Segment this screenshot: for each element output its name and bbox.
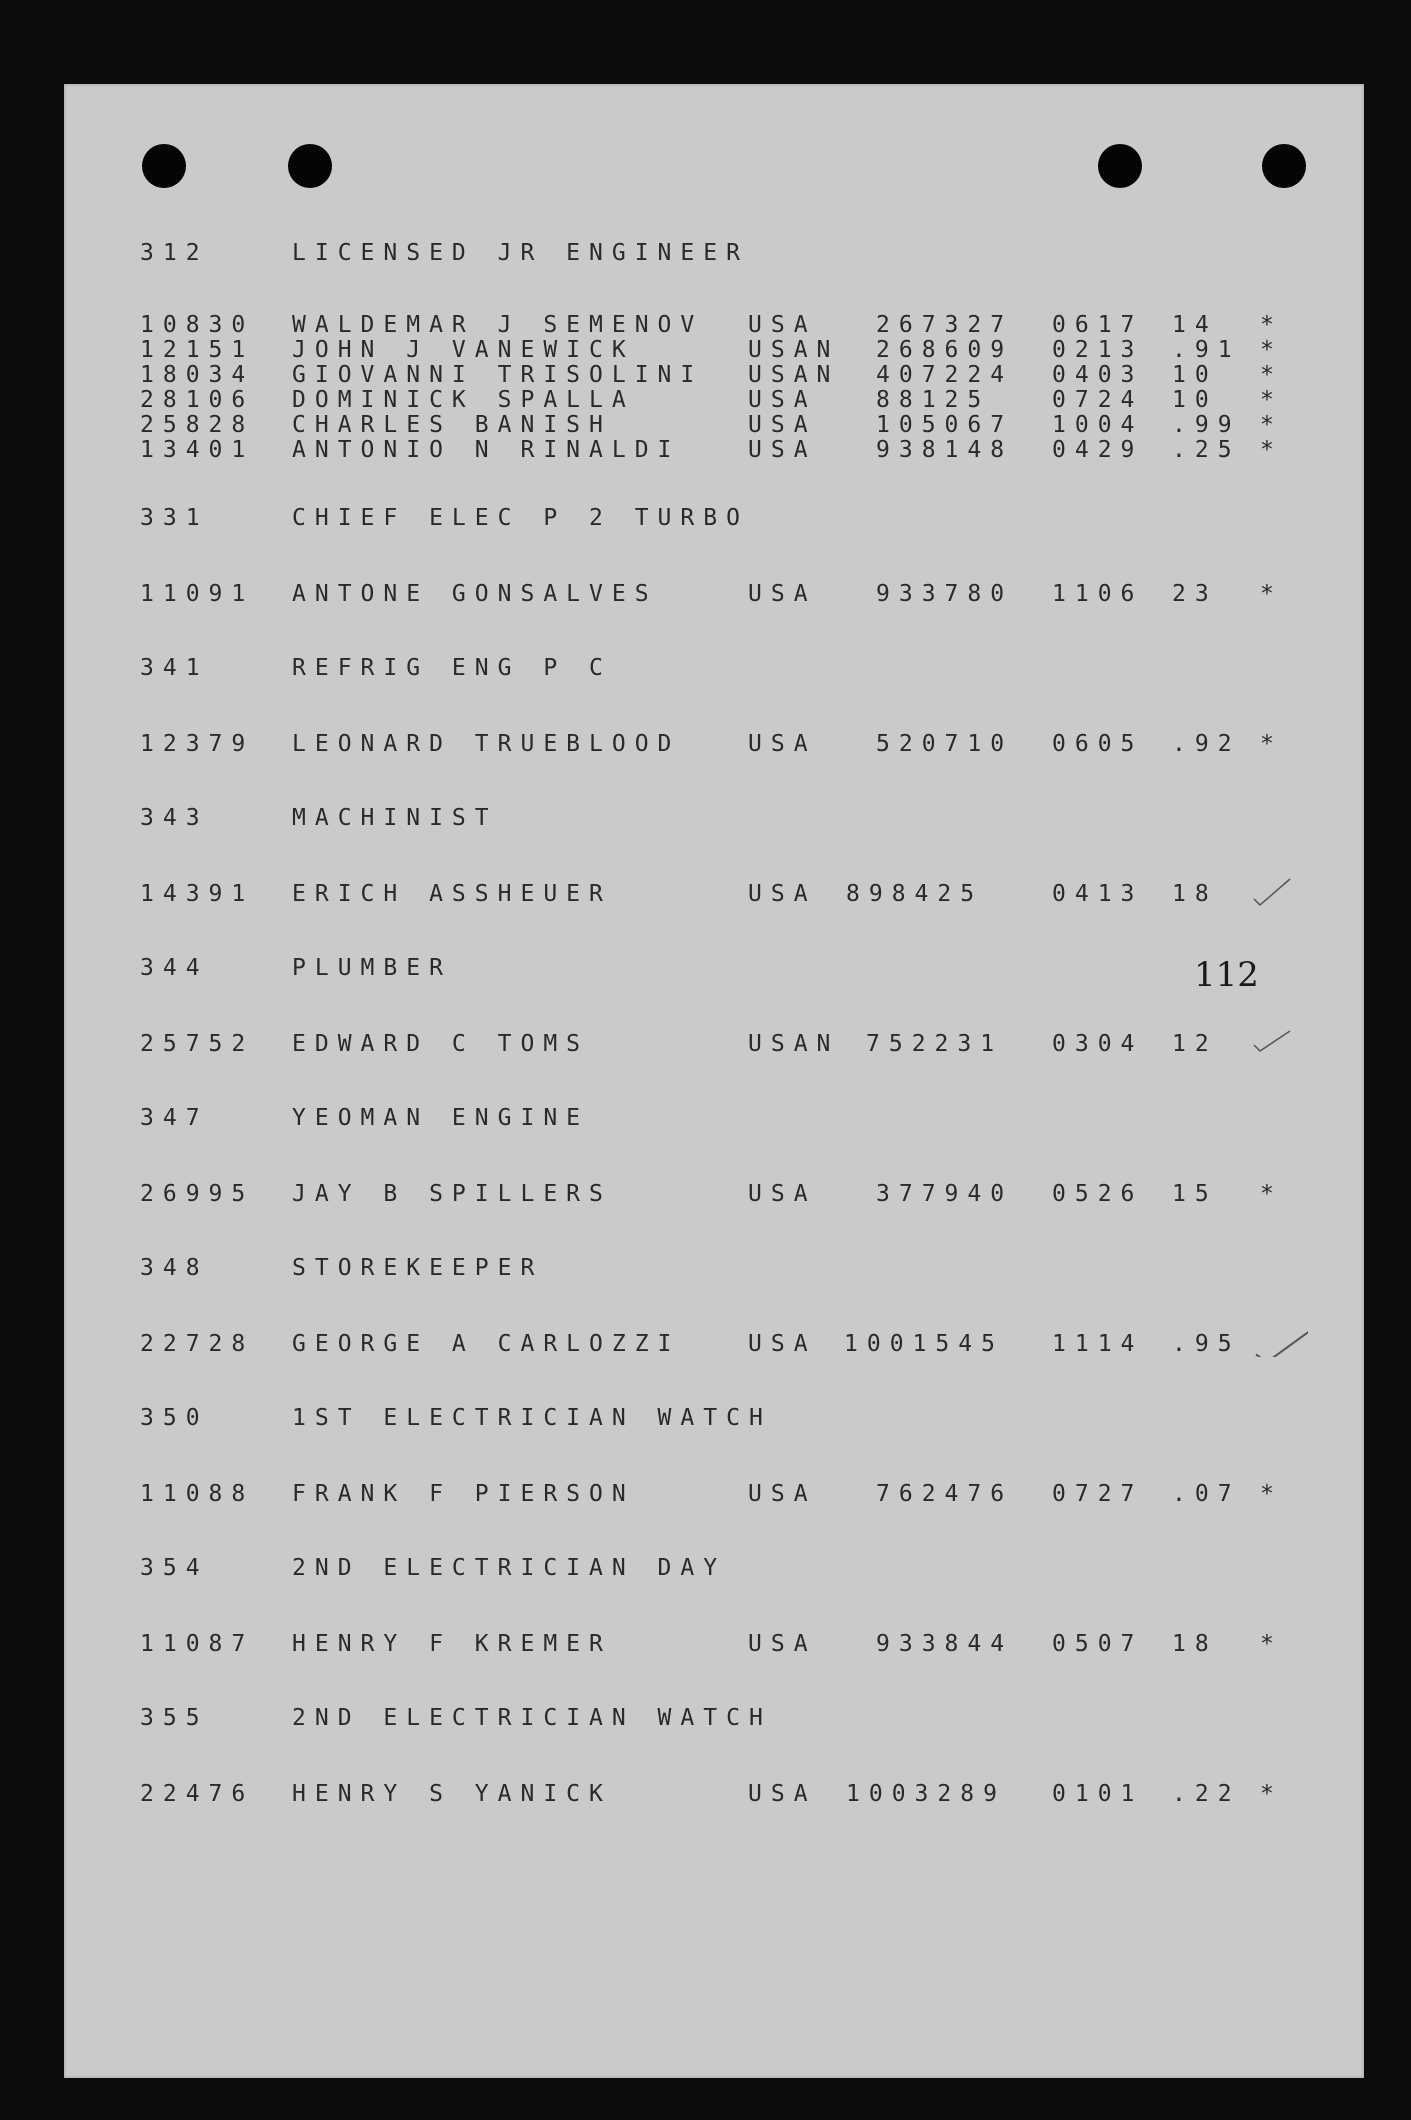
entry-code: 0724 — [1052, 387, 1144, 413]
table-row — [76, 1331, 1276, 1356]
table-row — [76, 1031, 1276, 1056]
entry-number: 12151 — [140, 337, 255, 363]
entry-code: 0727 — [1052, 1481, 1144, 1507]
entry-number: 11088 — [140, 1481, 255, 1507]
entry-name: ERICH ASSHEUER — [292, 881, 612, 907]
entry-id: 105067 — [876, 412, 1014, 438]
page-number: 112 — [1194, 955, 1259, 995]
section-code: 341 — [140, 655, 209, 681]
table-row — [76, 412, 1276, 437]
section-header — [76, 955, 1276, 995]
table-row — [76, 881, 1276, 906]
asterisk-mark: * — [1260, 581, 1274, 607]
entry-code: 1114 — [1052, 1331, 1144, 1357]
section-code: 343 — [140, 805, 209, 831]
entry-value: 18 — [1172, 1631, 1218, 1657]
asterisk-mark: * — [1260, 337, 1274, 363]
entry-code: 0403 — [1052, 362, 1144, 388]
entry-id: 267327 — [876, 312, 1014, 338]
section-title: 2ND ELECTRICIAN WATCH — [292, 1705, 772, 1731]
table-row — [76, 312, 1276, 337]
entry-nationality: USA — [748, 1481, 817, 1507]
entry-number: 28106 — [140, 387, 255, 413]
entry-code: 0101 — [1052, 1781, 1144, 1807]
entry-nationality: USA — [748, 581, 817, 607]
entry-id: 88125 — [876, 387, 991, 413]
entry-id: 377940 — [876, 1181, 1014, 1207]
section-header — [76, 1405, 1276, 1431]
entry-id: 933844 — [876, 1631, 1014, 1657]
entry-id: 1001545 — [844, 1331, 1004, 1357]
entry-value: .25 — [1172, 437, 1241, 463]
asterisk-mark: * — [1260, 412, 1274, 438]
table-row — [76, 731, 1276, 756]
entry-value: 14 — [1172, 312, 1218, 338]
entry-number: 14391 — [140, 881, 255, 907]
section-title: REFRIG ENG P C — [292, 655, 612, 681]
section-title: CHIEF ELEC P 2 TURBO — [292, 505, 749, 531]
asterisk-mark: * — [1260, 362, 1274, 388]
entry-nationality: USA — [748, 387, 817, 413]
entry-nationality: USA — [748, 437, 817, 463]
checkmark-icon — [1252, 1317, 1308, 1357]
entry-code: 0617 — [1052, 312, 1144, 338]
entry-number: 12379 — [140, 731, 255, 757]
entry-code: 0605 — [1052, 731, 1144, 757]
asterisk-mark: * — [1260, 731, 1274, 757]
section-title: YEOMAN ENGINE — [292, 1105, 590, 1131]
section-title: STOREKEEPER — [292, 1255, 544, 1281]
entry-value: .92 — [1172, 731, 1241, 757]
section-header — [76, 240, 1276, 266]
table-row — [76, 1481, 1276, 1506]
section-code: 348 — [140, 1255, 209, 1281]
entry-number: 11087 — [140, 1631, 255, 1657]
section-header — [76, 1555, 1276, 1581]
section-code: 312 — [140, 240, 209, 266]
entry-nationality: USA — [748, 731, 817, 757]
entry-number: 25752 — [140, 1031, 255, 1057]
entry-id: 520710 — [876, 731, 1014, 757]
entry-value: .95 — [1172, 1331, 1241, 1357]
table-row — [76, 1781, 1276, 1806]
section-code: 331 — [140, 505, 209, 531]
entry-name: GEORGE A CARLOZZI — [292, 1331, 681, 1357]
table-row — [76, 387, 1276, 412]
entry-nationality: USA — [748, 881, 817, 907]
entry-name: HENRY S YANICK — [292, 1781, 612, 1807]
entry-name: JAY B SPILLERS — [292, 1181, 612, 1207]
entry-name: JOHN J VANEWICK — [292, 337, 635, 363]
entry-code: 0507 — [1052, 1631, 1144, 1657]
entry-number: 22728 — [140, 1331, 255, 1357]
checkmark-icon — [1252, 877, 1292, 907]
entry-name: ANTONIO N RINALDI — [292, 437, 681, 463]
entry-value: 10 — [1172, 362, 1218, 388]
entry-number: 13401 — [140, 437, 255, 463]
entry-id: 407224 — [876, 362, 1014, 388]
asterisk-mark: * — [1260, 1781, 1274, 1807]
table-row — [76, 581, 1276, 606]
entry-number: 25828 — [140, 412, 255, 438]
entry-code: 1004 — [1052, 412, 1144, 438]
entry-number: 22476 — [140, 1781, 255, 1807]
entry-value: 10 — [1172, 387, 1218, 413]
entry-code: 0213 — [1052, 337, 1144, 363]
asterisk-mark: * — [1260, 437, 1274, 463]
entry-value: 12 — [1172, 1031, 1218, 1057]
section-title: MACHINIST — [292, 805, 498, 831]
entry-nationality: USA — [748, 1631, 817, 1657]
entry-name: EDWARD C TOMS — [292, 1031, 590, 1057]
entry-nationality: USAN — [748, 362, 840, 388]
section-header — [76, 1105, 1276, 1131]
entry-id: 762476 — [876, 1481, 1014, 1507]
entry-name: LEONARD TRUEBLOOD — [292, 731, 681, 757]
entry-code: 0429 — [1052, 437, 1144, 463]
entry-nationality: USA — [748, 1331, 817, 1357]
entry-id: 1003289 — [846, 1781, 1006, 1807]
roster-sheet — [76, 150, 1276, 1806]
entry-code: 0304 — [1052, 1031, 1144, 1057]
table-row — [76, 1181, 1276, 1206]
section-code: 344 — [140, 955, 209, 981]
entry-value: .07 — [1172, 1481, 1241, 1507]
entry-value: 15 — [1172, 1181, 1218, 1207]
section-header — [76, 805, 1276, 831]
section-header — [76, 1255, 1276, 1281]
section-code: 347 — [140, 1105, 209, 1131]
entry-value: 18 — [1172, 881, 1218, 907]
entry-value: .22 — [1172, 1781, 1241, 1807]
entry-nationality: USAN — [748, 1031, 840, 1057]
entry-value: .99 — [1172, 412, 1241, 438]
section-header — [76, 1705, 1276, 1731]
entry-code: 0413 — [1052, 881, 1144, 907]
entry-name: DOMINICK SPALLA — [292, 387, 635, 413]
asterisk-mark: * — [1260, 312, 1274, 338]
entry-number: 26995 — [140, 1181, 255, 1207]
table-row — [76, 437, 1276, 462]
section-title: 2ND ELECTRICIAN DAY — [292, 1555, 727, 1581]
checkmark-icon — [1252, 1027, 1292, 1057]
entry-name: WALDEMAR J SEMENOV — [292, 312, 704, 338]
entry-id: 938148 — [876, 437, 1014, 463]
entry-value: 23 — [1172, 581, 1218, 607]
section-header — [76, 655, 1276, 681]
entry-nationality: USAN — [748, 337, 840, 363]
section-title: LICENSED JR ENGINEER — [292, 240, 749, 266]
table-row — [76, 337, 1276, 362]
entry-name: GIOVANNI TRISOLINI — [292, 362, 704, 388]
entry-name: HENRY F KREMER — [292, 1631, 612, 1657]
asterisk-mark: * — [1260, 1481, 1274, 1507]
asterisk-mark: * — [1260, 387, 1274, 413]
entry-number: 18034 — [140, 362, 255, 388]
section-code: 354 — [140, 1555, 209, 1581]
entry-name: ANTONE GONSALVES — [292, 581, 658, 607]
entry-number: 10830 — [140, 312, 255, 338]
entry-nationality: USA — [748, 412, 817, 438]
entry-value: .91 — [1172, 337, 1241, 363]
asterisk-mark: * — [1260, 1181, 1274, 1207]
section-header — [76, 505, 1276, 531]
asterisk-mark: * — [1260, 1631, 1274, 1657]
entry-id: 752231 — [866, 1031, 1004, 1057]
entry-name: CHARLES BANISH — [292, 412, 612, 438]
entry-code: 0526 — [1052, 1181, 1144, 1207]
entry-nationality: USA — [748, 1781, 817, 1807]
table-row — [76, 362, 1276, 387]
section-code: 350 — [140, 1405, 209, 1431]
entry-number: 11091 — [140, 581, 255, 607]
section-code: 355 — [140, 1705, 209, 1731]
entry-nationality: USA — [748, 312, 817, 338]
entry-id: 268609 — [876, 337, 1014, 363]
entry-id: 898425 — [846, 881, 984, 907]
section-title: PLUMBER — [292, 955, 452, 981]
entry-nationality: USA — [748, 1181, 817, 1207]
entry-id: 933780 — [876, 581, 1014, 607]
table-row — [76, 1631, 1276, 1656]
section-title: 1ST ELECTRICIAN WATCH — [292, 1405, 772, 1431]
entry-name: FRANK F PIERSON — [292, 1481, 635, 1507]
entry-code: 1106 — [1052, 581, 1144, 607]
